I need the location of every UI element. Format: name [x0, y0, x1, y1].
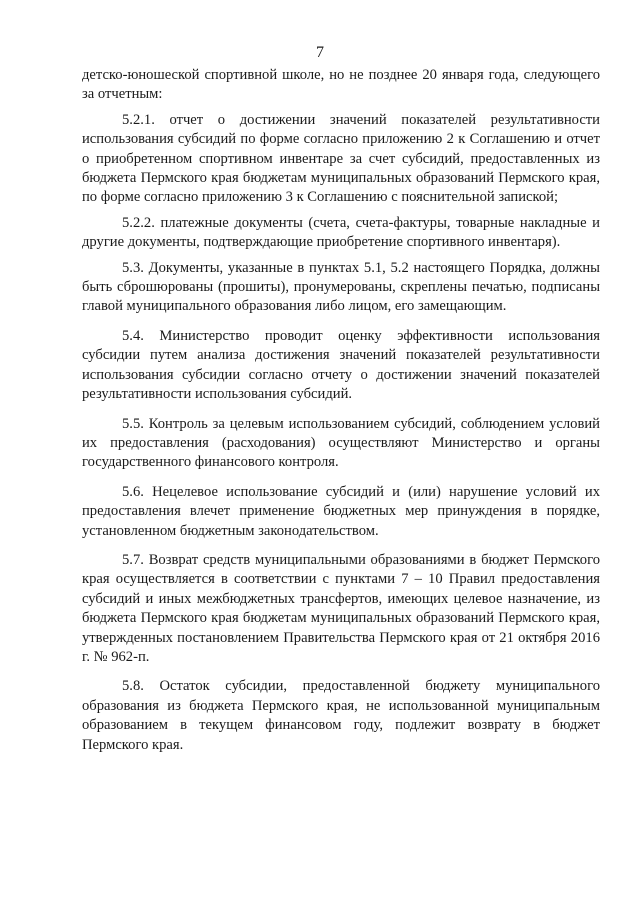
paragraph-5-4: 5.4. Министерство проводит оценку эффективности использования субсидии путем анализа достижения значений показателей результативности использования субсидии согласно отчету о достижении значений показателей результативности использования субсидий. [82, 327, 600, 403]
paragraph-5-7: 5.7. Возврат средств муниципальными образованиями в бюджет Пермского края осуществляется в соответствии с пунктами 7 – 10 Правил предоставления субсидий и иных межбюджетных трансфертов, имеющих целевое назначение, из бюджета Пермского края бюджетам муниципальных образований Пермского края, утвержденных постановлением Правительства Пермского края от 21 октября 2016 г. № 962-п. [82, 551, 600, 665]
paragraph-5-2-1: 5.2.1. отчет о достижении значений показателей результативности использования субсидий по форме согласно приложению 2 к Соглашению и отчет о приобретенном спортивном инвентаре за счет субсидий, предоставленных из бюджета Пермского края бюджетам муниципальных образований Пермского края, по форме согласно приложению 3 к Соглашению с пояснительной запиской; [82, 111, 600, 206]
page-number: 7 [316, 44, 324, 61]
paragraph-5-6: 5.6. Нецелевое использование субсидий и (или) нарушение условий их предоставления влечет применение бюджетных мер принуждения в порядке, установленном бюджетным законодательством. [82, 483, 600, 539]
paragraph-5-8: 5.8. Остаток субсидии, предоставленной бюджету муниципального образования из бюджета Пермского края, не использованной муниципальным образованием в текущем финансовом году, подлежит возврату в бюджет Пермского края. [82, 678, 600, 753]
paragraph-5-5: 5.5. Контроль за целевым использованием субсидий, соблюдением условий их предоставления (расходования) осуществляют Министерство и органы государственного финансового контроля. [82, 415, 600, 471]
paragraph-5-2-2: 5.2.2. платежные документы (счета, счета-фактуры, товарные накладные и другие документы, подтверждающие приобретение спортивного инвентаря). [82, 214, 600, 251]
document-body [82, 66, 600, 765]
paragraph-continuation: детско-юношеской спортивной школе, но не позднее 20 января года, следующего за отчетным: [82, 67, 600, 103]
paragraph-5-3: 5.3. Документы, указанные в пунктах 5.1, 5.2 настоящего Порядка, должны быть сброшюрованы (прошиты), пронумерованы, скреплены печатью, подписаны главой муниципального образования либо лицом, его замещающим. [82, 259, 600, 315]
